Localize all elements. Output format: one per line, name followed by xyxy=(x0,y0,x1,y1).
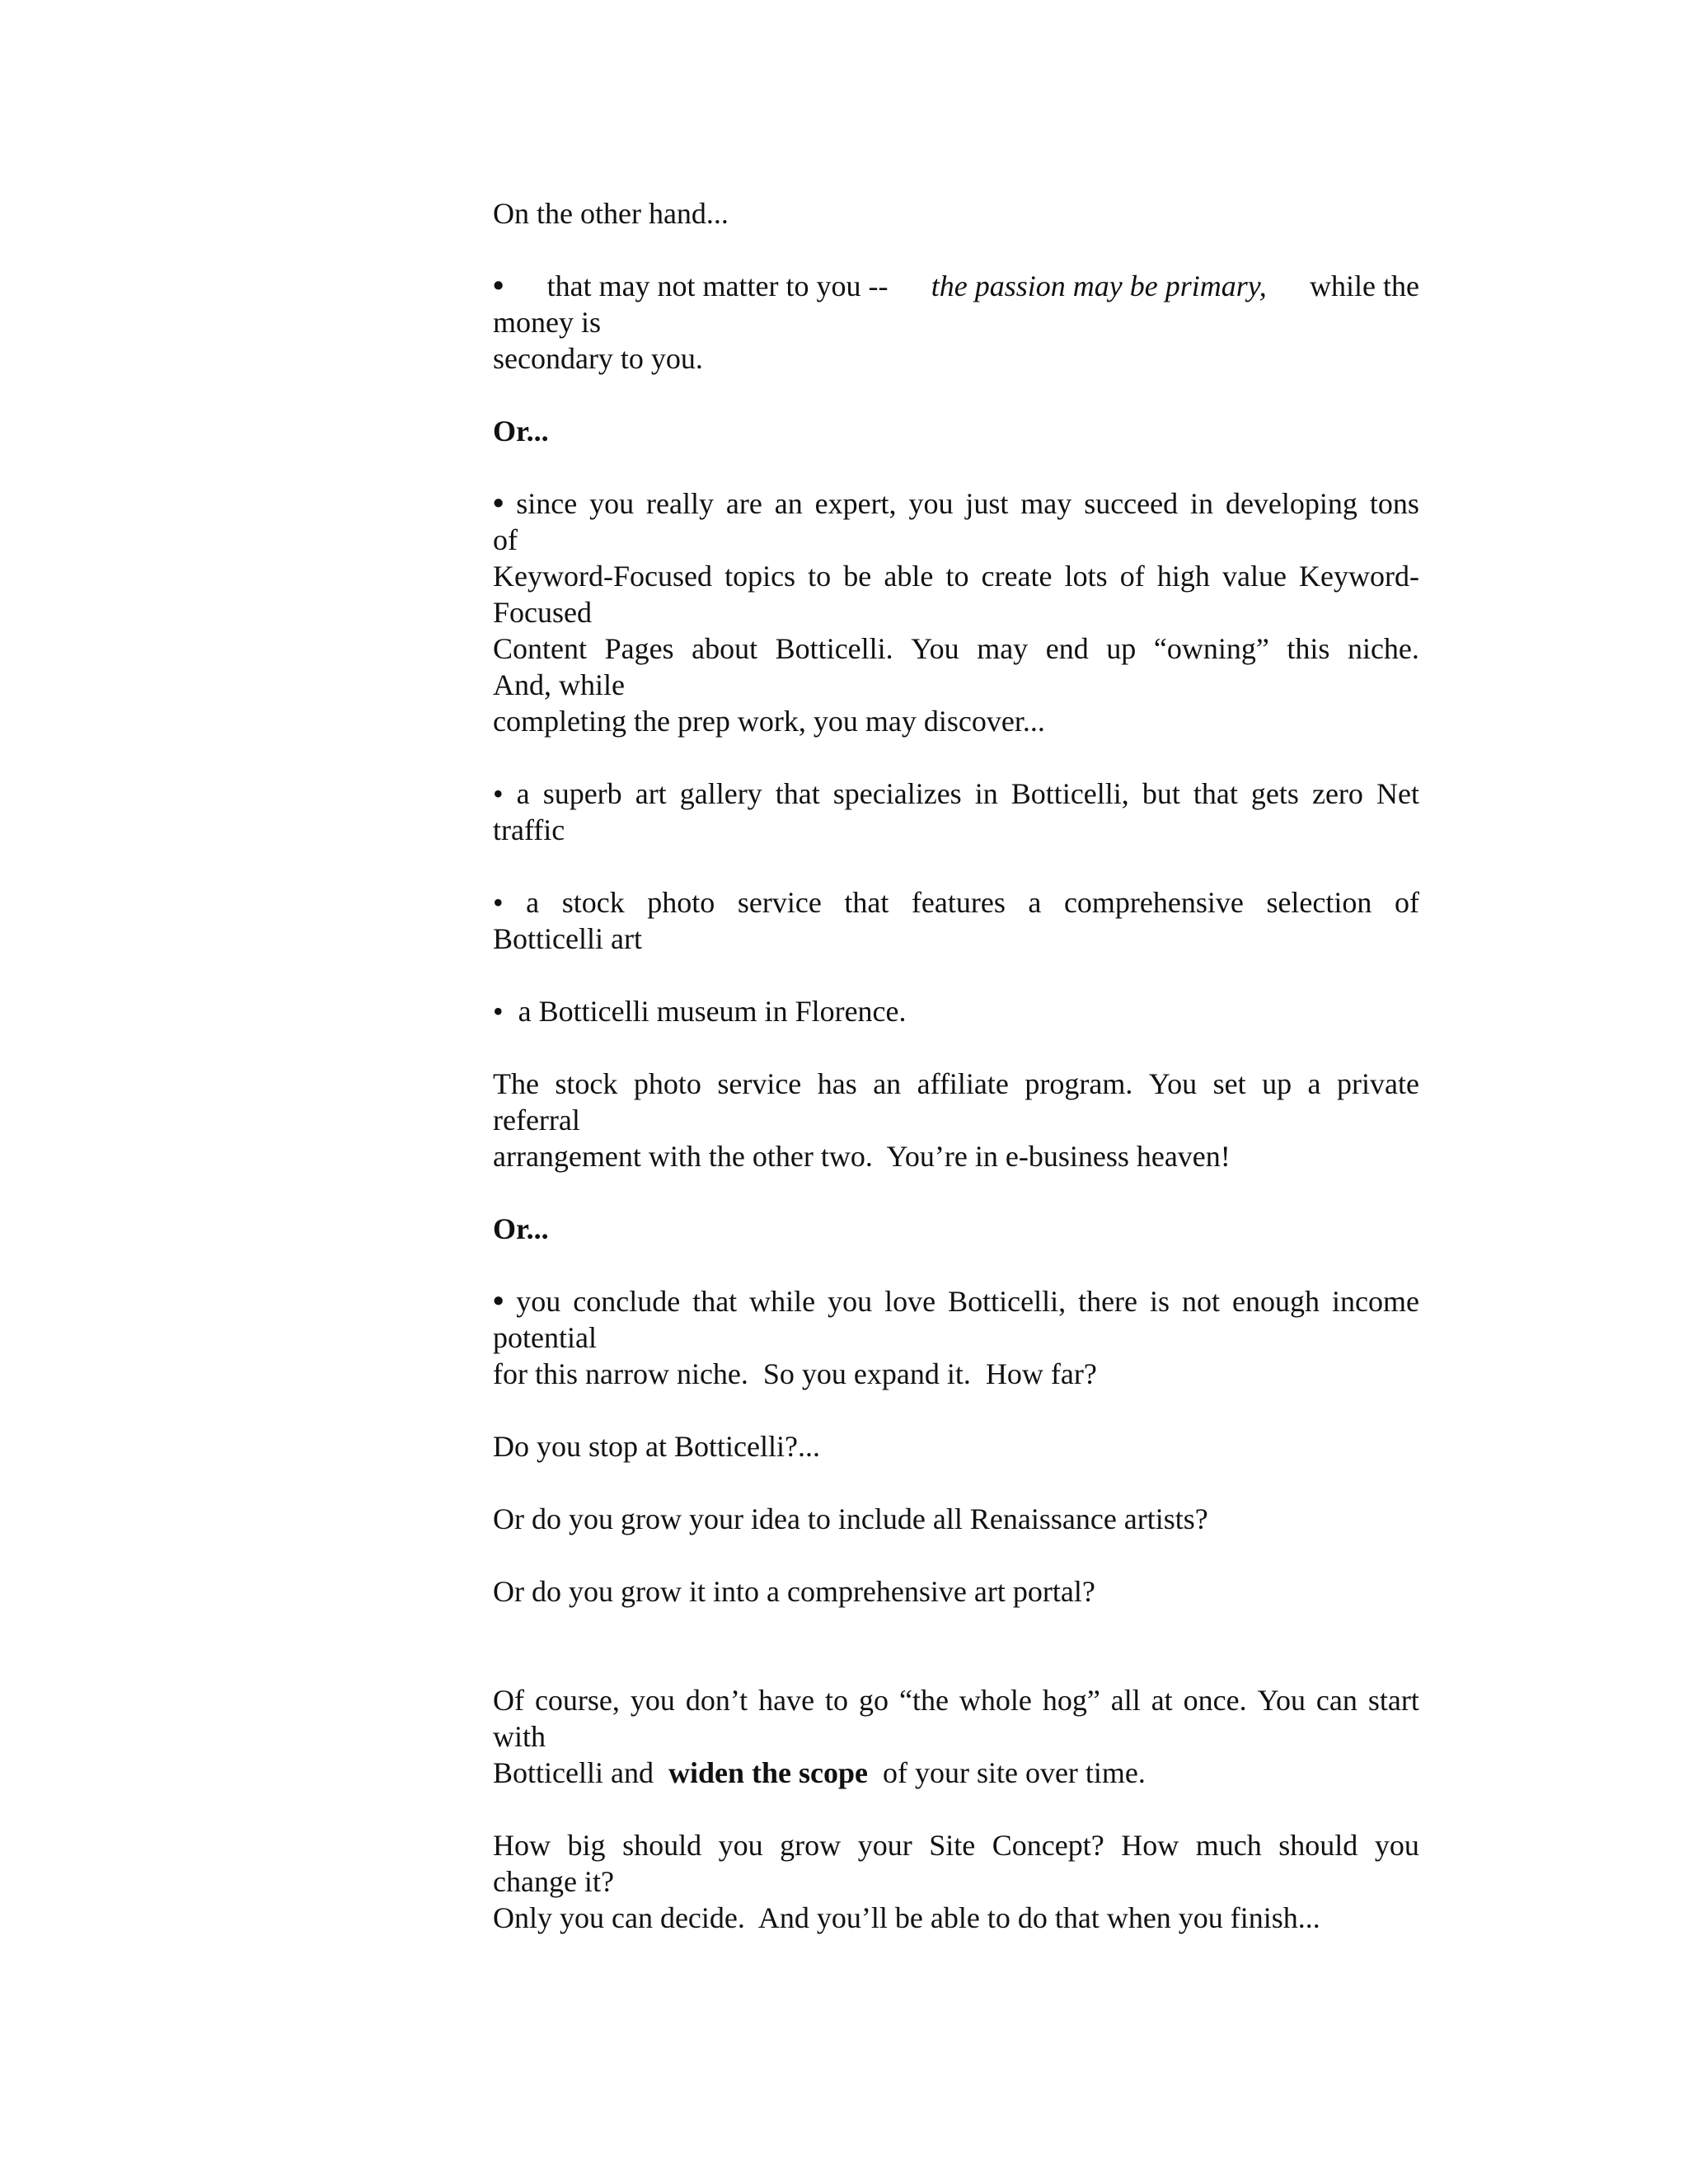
word: that xyxy=(1193,777,1238,810)
word: stock xyxy=(555,1067,618,1100)
bullet-icon: • xyxy=(493,269,504,303)
word: You xyxy=(1148,1067,1198,1100)
word: You xyxy=(1257,1684,1306,1717)
word: whole xyxy=(959,1684,1032,1717)
course-line-1 xyxy=(493,1680,1419,1721)
word: “the xyxy=(898,1684,949,1717)
word: all xyxy=(1110,1684,1141,1717)
word: program. xyxy=(1025,1067,1133,1100)
word: an xyxy=(774,487,803,520)
word: Keyword-Focused xyxy=(493,560,712,593)
course-text-pre: Botticelli and xyxy=(493,1756,654,1789)
word: you xyxy=(908,487,954,520)
word: photo xyxy=(633,1067,701,1100)
word: have xyxy=(758,1684,815,1717)
affiliate-line-2: referral xyxy=(493,1104,580,1137)
bullet-gallery-line-1 xyxy=(493,773,1419,814)
word: up xyxy=(1106,632,1137,665)
word: at xyxy=(1151,1684,1173,1717)
word: don’t xyxy=(685,1684,748,1717)
word: while xyxy=(749,1285,816,1318)
concept-line-1 xyxy=(493,1825,1419,1866)
or-heading-1: Or... xyxy=(493,415,549,448)
word: zero xyxy=(1311,777,1363,810)
word: you xyxy=(828,1285,873,1318)
bullet-text: a Botticelli museum in Florence. xyxy=(518,995,907,1028)
word: to xyxy=(825,1684,849,1717)
word: Pages xyxy=(604,632,674,665)
word: an xyxy=(873,1067,902,1100)
or-heading-2: Or... xyxy=(493,1212,549,1245)
word: art xyxy=(635,777,667,810)
bullet-text-pre: that may not matter to you -- xyxy=(546,269,889,302)
word: value xyxy=(1221,560,1287,593)
bullet-expert-line-1 xyxy=(493,483,1419,524)
bullet-text-italic: the passion may be primary, xyxy=(931,269,1267,302)
bullet-gallery-line-2: traffic xyxy=(493,813,565,846)
bullet-icon: • xyxy=(493,777,504,810)
word: affiliate xyxy=(917,1067,1009,1100)
bullet-conclude-line-2: potential xyxy=(493,1321,597,1354)
word: that xyxy=(692,1285,738,1318)
word: Botticelli. xyxy=(775,632,893,665)
word: How xyxy=(493,1829,551,1862)
word: grow xyxy=(780,1829,842,1862)
word: photo xyxy=(647,886,715,919)
bullet-passion-line-3: secondary to you. xyxy=(493,342,703,375)
word: gallery xyxy=(679,777,762,810)
course-text-post: of your site over time. xyxy=(882,1756,1146,1789)
word: end xyxy=(1045,632,1089,665)
word: hog” xyxy=(1042,1684,1100,1717)
word: should xyxy=(622,1829,702,1862)
word: can xyxy=(1315,1684,1357,1717)
intro-line: On the other hand... xyxy=(493,197,729,230)
word: up xyxy=(1262,1067,1292,1100)
word: Concept? xyxy=(992,1829,1104,1862)
word: once. xyxy=(1183,1684,1247,1717)
bullet-expert-line-5 xyxy=(493,628,1419,669)
word: of xyxy=(1394,886,1419,919)
word: in xyxy=(1190,487,1214,520)
word: Botticelli, xyxy=(948,1285,1067,1318)
word: able xyxy=(884,560,934,593)
word: enough xyxy=(1232,1285,1320,1318)
bullet-icon: • xyxy=(493,1284,504,1319)
word: really xyxy=(646,487,714,520)
word: niche. xyxy=(1347,632,1419,665)
bullet-passion-line-2: money is xyxy=(493,306,601,339)
word: since xyxy=(516,487,578,520)
word: gets xyxy=(1250,777,1299,810)
course-line-3 xyxy=(493,1752,1419,1793)
word: has xyxy=(817,1067,857,1100)
bullet-stock-line-1 xyxy=(493,882,1419,923)
bullet-expert-line-7: completing the prep work, you may discover... xyxy=(493,705,1045,738)
word: be xyxy=(843,560,872,593)
word: Content xyxy=(493,632,587,665)
concept-line-2: change it? xyxy=(493,1865,614,1898)
word: private xyxy=(1336,1067,1419,1100)
word: you xyxy=(630,1684,675,1717)
word: love xyxy=(884,1285,936,1318)
word: may xyxy=(1020,487,1072,520)
word: expert, xyxy=(814,487,897,520)
bullet-icon: • xyxy=(493,486,504,521)
word: that xyxy=(844,886,889,919)
word: much xyxy=(1195,1829,1262,1862)
word: to xyxy=(808,560,832,593)
word: a xyxy=(1307,1067,1321,1100)
word: about xyxy=(692,632,758,665)
word: Site xyxy=(929,1829,976,1862)
word: there xyxy=(1078,1285,1138,1318)
word: may xyxy=(977,632,1029,665)
word: but xyxy=(1142,777,1180,810)
word: a xyxy=(516,777,530,810)
word: set xyxy=(1212,1067,1246,1100)
word: just xyxy=(965,487,1009,520)
word: topics xyxy=(724,560,796,593)
bullet-icon: • xyxy=(493,886,504,919)
word: should xyxy=(1278,1829,1358,1862)
word: specializes xyxy=(832,777,962,810)
word: go xyxy=(859,1684,889,1717)
word: income xyxy=(1331,1285,1419,1318)
word: Net xyxy=(1376,777,1419,810)
word: Of xyxy=(493,1684,524,1717)
bullet-expert-line-4: Focused xyxy=(493,596,592,629)
word: you xyxy=(718,1829,763,1862)
word: tons xyxy=(1369,487,1419,520)
course-text-bold: widen the scope xyxy=(668,1756,868,1789)
word: succeed xyxy=(1084,487,1179,520)
word: service xyxy=(737,886,822,919)
word: Keyword- xyxy=(1299,560,1419,593)
word: features xyxy=(911,886,1006,919)
word: you xyxy=(1374,1829,1419,1862)
word: are xyxy=(725,487,762,520)
word: of xyxy=(1119,560,1145,593)
word: you xyxy=(589,487,635,520)
word: that xyxy=(775,777,820,810)
word: is xyxy=(1150,1285,1170,1318)
bullet-conclude-line-3: for this narrow niche. So you expand it. How far? xyxy=(493,1357,1097,1390)
word: You xyxy=(911,632,959,665)
word: How xyxy=(1121,1829,1179,1862)
course-line-2: with xyxy=(493,1720,546,1753)
word: in xyxy=(974,777,998,810)
word: selection xyxy=(1266,886,1372,919)
bullet-stock-line-2: Botticelli art xyxy=(493,922,642,955)
word: comprehensive xyxy=(1063,886,1244,919)
word: Botticelli, xyxy=(1010,777,1129,810)
word: high xyxy=(1156,560,1210,593)
word: big xyxy=(567,1829,606,1862)
word: service xyxy=(717,1067,802,1100)
word: conclude xyxy=(573,1285,681,1318)
bullet-conclude-line-1 xyxy=(493,1281,1419,1322)
question-renaissance: Or do you grow your idea to include all Renaissance artists? xyxy=(493,1502,1208,1535)
word: start xyxy=(1367,1684,1419,1717)
bullet-expert-line-3 xyxy=(493,555,1419,597)
word: lots xyxy=(1064,560,1108,593)
word: you xyxy=(516,1285,561,1318)
word: create xyxy=(981,560,1053,593)
word: The xyxy=(493,1067,539,1100)
bullet-expert-line-6: And, while xyxy=(493,668,625,701)
affiliate-line-3: arrangement with the other two. You’re in e-business heaven! xyxy=(493,1140,1231,1173)
word: this xyxy=(1287,632,1330,665)
word: superb xyxy=(542,777,622,810)
word: a xyxy=(526,886,540,919)
bullet-icon: • xyxy=(493,995,504,1028)
word: developing xyxy=(1225,487,1357,520)
bullet-expert-line-2: of xyxy=(493,523,518,556)
word: stock xyxy=(561,886,625,919)
question-botticelli: Do you stop at Botticelli?... xyxy=(493,1430,820,1463)
word: to xyxy=(945,560,969,593)
word: a xyxy=(1028,886,1042,919)
bullet-text-post: while the xyxy=(1310,269,1419,302)
question-art-portal: Or do you grow it into a comprehensive art portal? xyxy=(493,1575,1095,1608)
bullet-passion-line-1 xyxy=(493,265,1419,307)
word: not xyxy=(1182,1285,1221,1318)
concept-line-3: Only you can decide. And you’ll be able to do that when you finish... xyxy=(493,1901,1320,1934)
bullet-museum-line xyxy=(493,991,1419,1032)
word: course, xyxy=(534,1684,620,1717)
affiliate-line-1 xyxy=(493,1063,1419,1104)
word: “owning” xyxy=(1153,632,1269,665)
word: your xyxy=(857,1829,912,1862)
